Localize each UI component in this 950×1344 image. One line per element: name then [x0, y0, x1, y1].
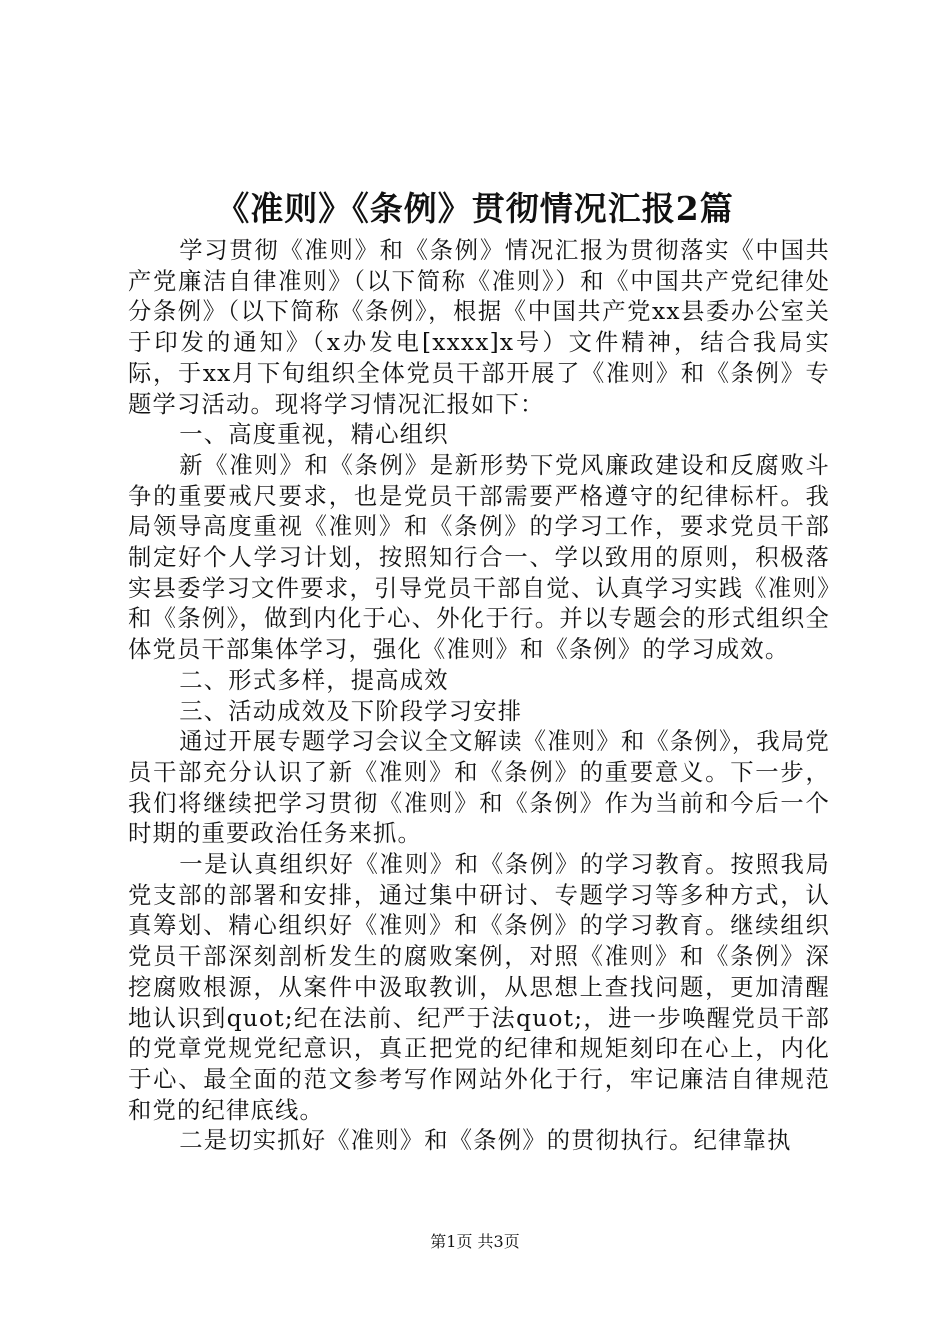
section-heading-1: 一、高度重视，精心组织: [179, 421, 449, 449]
page-footer: 第1页 共3页: [430, 1232, 520, 1251]
body-paragraph: 通过开展专题学习会议全文解读《准则》和《条例》，我局党员干部充分认识了新《准则》和《条例》的重要意义。下一步，我们将继续把学习贯彻《准则》和《条例》作为当前和今后一个时期的重要政治任务来抓。: [128, 728, 830, 848]
intro-paragraph: 学习贯彻《准则》和《条例》情况汇报为贯彻落实《中国共产党廉洁自律准则》（以下简称《准则》）和《中国共产党纪律处分条例》（以下简称《条例》，根据《中国共产党xx县委办公室关于印发的通知》（x办发电[xxxx]x号）文件精神，结合我局实际，于xx月下旬组织全体党员干部开展了《准则》和《条例》专题学习活动。现将学习情况汇报如下：: [128, 237, 830, 418]
section-heading-2: 二、形式多样，提高成效: [179, 666, 449, 694]
body-paragraph: 二是切实抓好《准则》和《条例》的贯彻执行。纪律靠执: [179, 1127, 792, 1155]
body-paragraph: 一是认真组织好《准则》和《条例》的学习教育。按照我局党支部的部署和安排，通过集中研讨、专题学习等多种方式，认真筹划、精心组织好《准则》和《条例》的学习教育。继续组织党员干部深刻剖析发生的腐败案例，对照《准则》和《条例》深挖腐败根源，从案件中汲取教训，从思想上查找问题，更加清醒地认识到quot;纪在法前、纪严于法quot;，进一步唤醒党员干部的党章党规党纪意识，真正把党的纪律和规矩刻印在心上，内化于心、最全面的范文参考写作网站外化于行，牢记廉洁自律规范和党的纪律底线。: [128, 851, 830, 1124]
document-body: [128, 236, 830, 1157]
section-heading-3: 三、活动成效及下阶段学习安排: [179, 697, 523, 725]
body-paragraph: 新《准则》和《条例》是新形势下党风廉政建设和反腐败斗争的重要戒尺要求，也是党员干部需要严格遵守的纪律标杆。我局领导高度重视《准则》和《条例》的学习工作，要求党员干部制定好个人学习计划，按照知行合一、学以致用的原则，积极落实县委学习文件要求，引导党员干部自觉、认真学习实践《准则》和《条例》，做到内化于心、外化于行。并以专题会的形式组织全体党员干部集体学习，强化《准则》和《条例》的学习成效。: [128, 451, 830, 664]
document-title: 《准则》《条例》贯彻情况汇报2篇: [216, 189, 734, 228]
